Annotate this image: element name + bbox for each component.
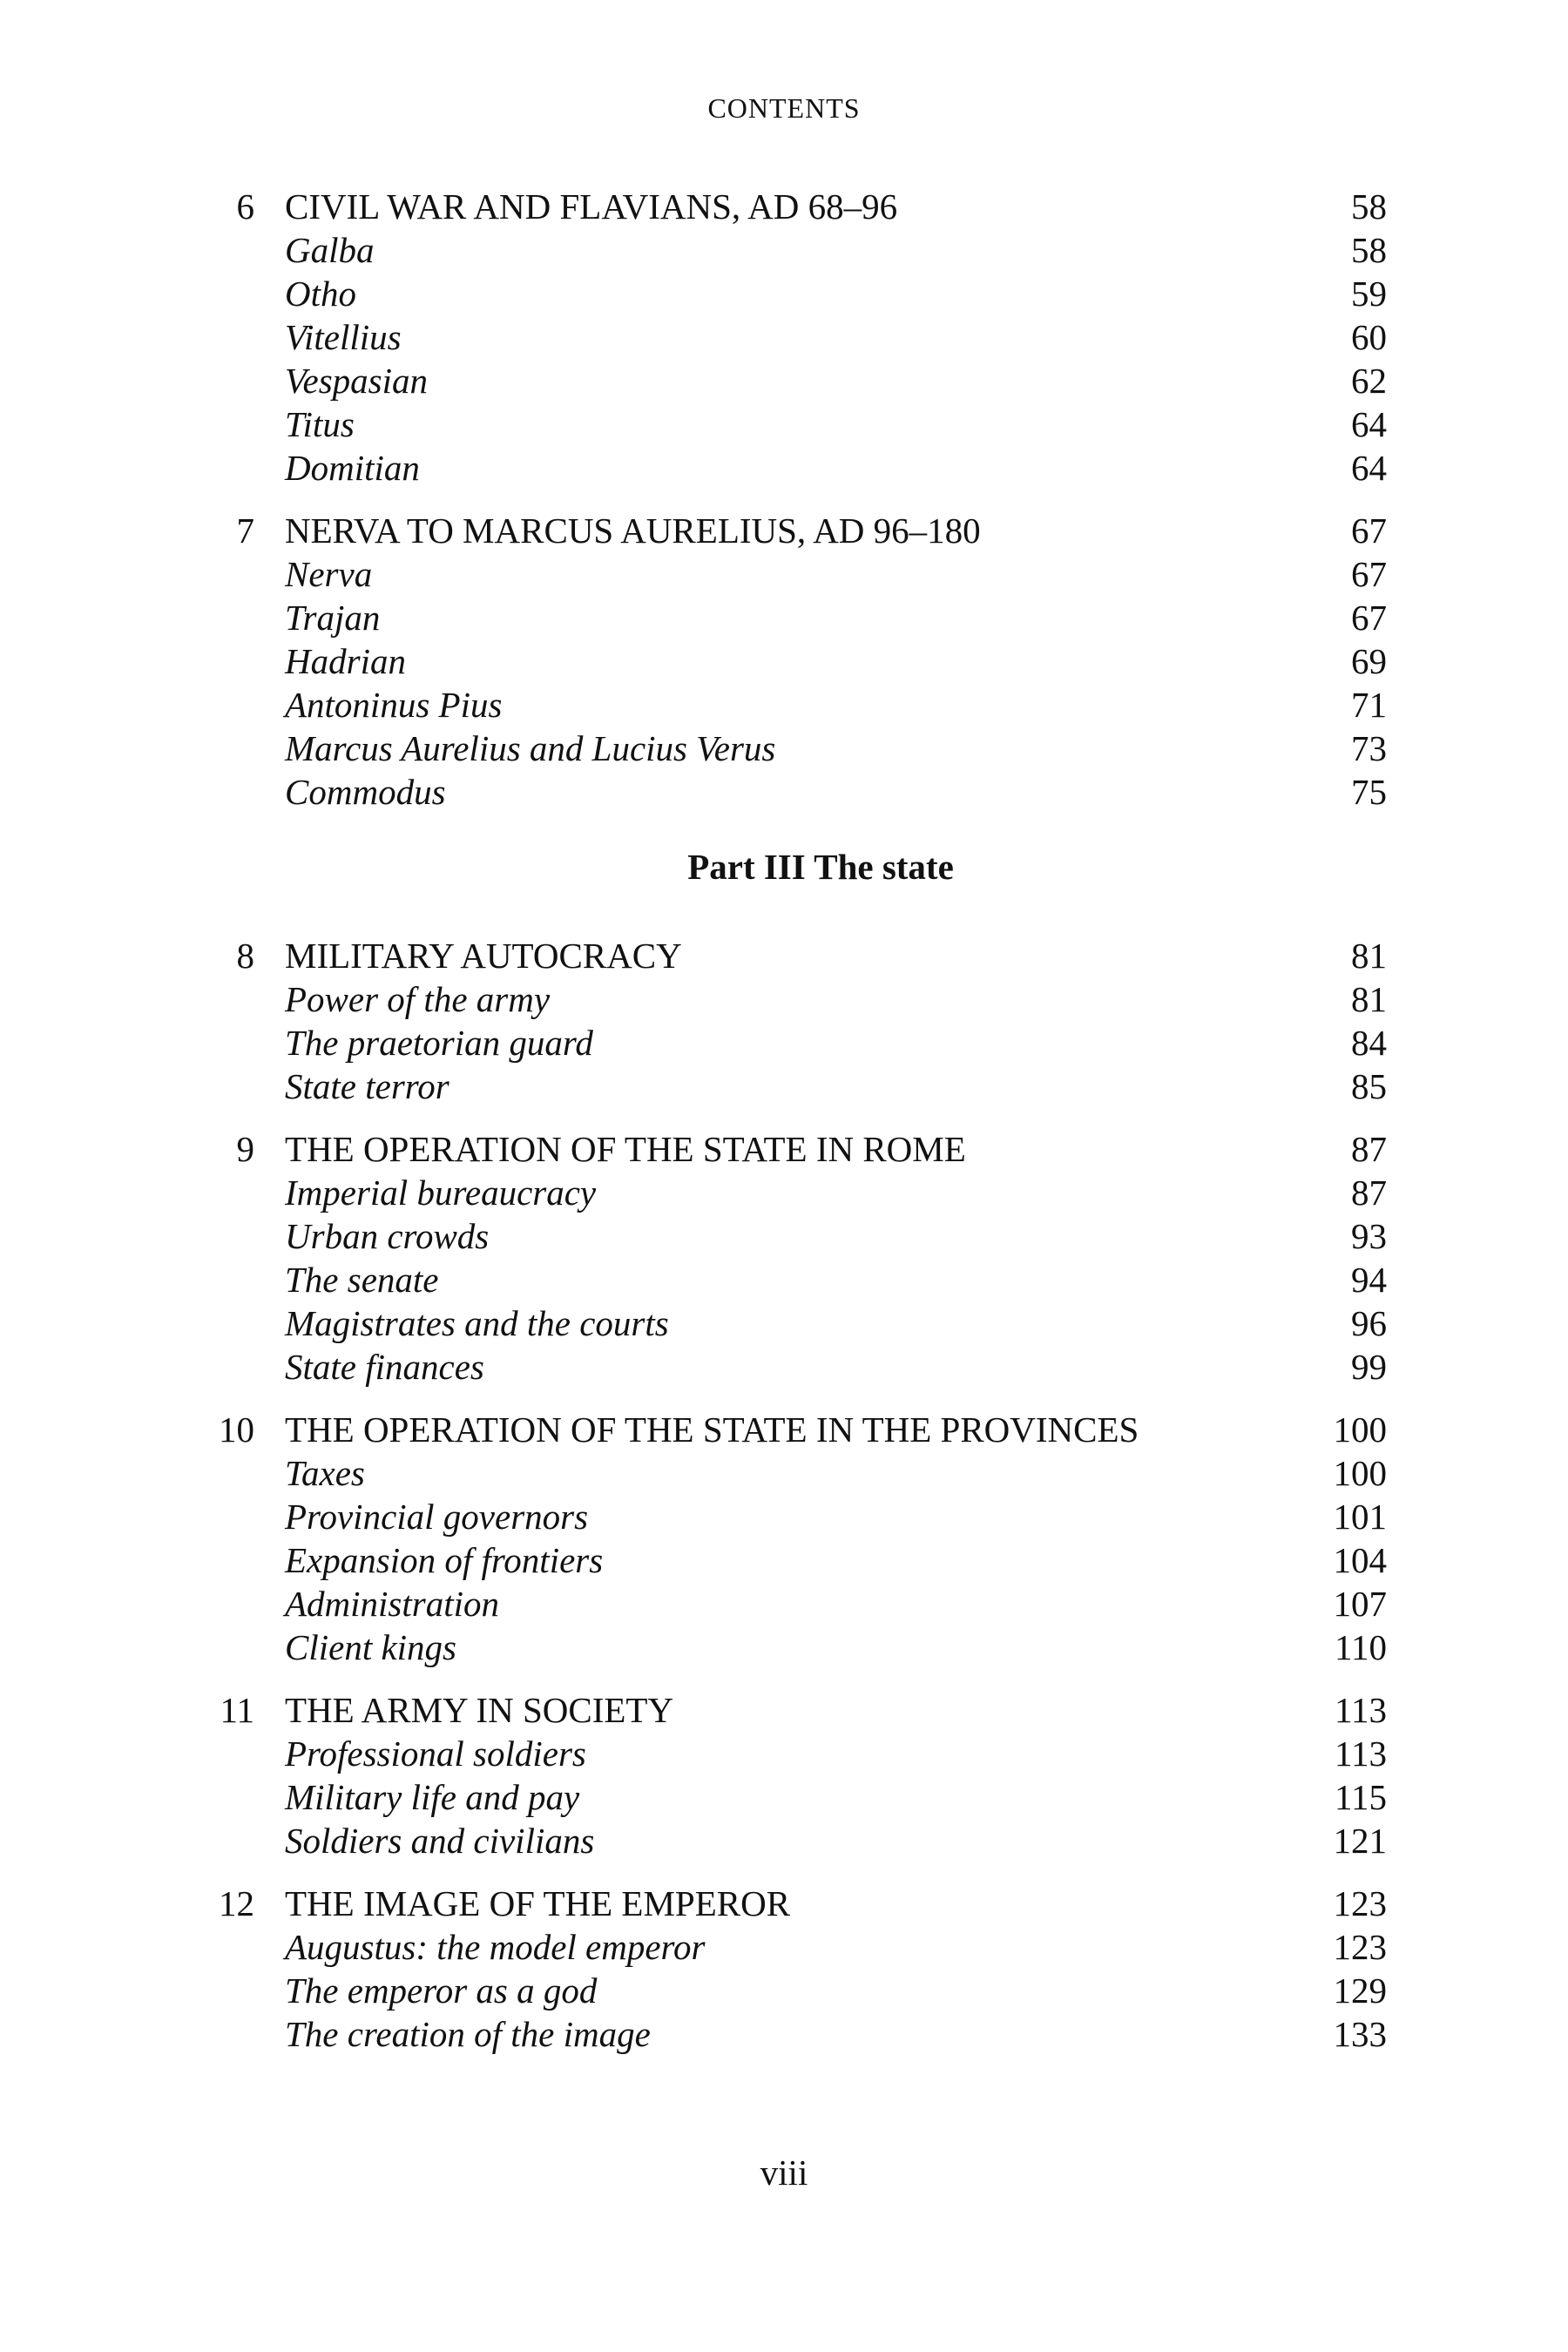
section-title: Military life and pay	[285, 1777, 580, 1817]
chapter-entry	[185, 509, 1387, 552]
chapter-entry	[185, 185, 1387, 228]
page-reference: 69	[1351, 641, 1387, 681]
chapter-entry	[185, 1408, 1387, 1451]
toc-chapters-after-part	[185, 934, 1387, 2056]
chapter-block	[185, 1882, 1387, 2056]
page-reference: 94	[1351, 1260, 1387, 1300]
section-entry	[185, 1064, 1387, 1108]
section-entry	[185, 683, 1387, 727]
chapter-block	[185, 1127, 1387, 1389]
section-title: Titus	[285, 404, 355, 444]
section-entry	[185, 1969, 1387, 2012]
page-number: viii	[760, 2153, 808, 2193]
chapter-number: 11	[220, 1690, 254, 1730]
chapter-block	[185, 934, 1387, 1108]
section-entry	[185, 446, 1387, 490]
section-entry	[185, 1301, 1387, 1345]
chapter-title: THE OPERATION OF THE STATE IN THE PROVINCES	[285, 1409, 1139, 1450]
page-reference: 100	[1333, 1453, 1387, 1493]
page-reference: 75	[1351, 772, 1387, 812]
running-head: CONTENTS	[707, 92, 861, 124]
section-title: State terror	[285, 1066, 449, 1106]
page-reference: 81	[1351, 936, 1387, 976]
section-title: Vitellius	[285, 317, 402, 357]
section-title: Magistrates and the courts	[285, 1303, 669, 1343]
section-entry	[185, 359, 1387, 402]
section-title: Urban crowds	[285, 1216, 490, 1256]
chapter-number: 12	[219, 1883, 254, 1923]
chapter-title: THE ARMY IN SOCIETY	[285, 1690, 674, 1730]
section-title: The senate	[285, 1260, 439, 1300]
section-entry	[185, 1775, 1387, 1819]
section-title: Trajan	[285, 598, 381, 638]
page-reference: 64	[1351, 404, 1387, 444]
page-reference: 73	[1351, 728, 1387, 768]
section-entry	[185, 2012, 1387, 2056]
chapter-number: 8	[236, 936, 254, 976]
page-reference: 59	[1351, 274, 1387, 314]
page-reference: 129	[1333, 1970, 1387, 2011]
section-title: Hadrian	[285, 641, 406, 681]
section-entry	[185, 402, 1387, 446]
section-title: State finances	[285, 1347, 484, 1387]
section-title: Domitian	[285, 448, 420, 488]
section-title: The creation of the image	[285, 2014, 651, 2054]
section-entry	[185, 1171, 1387, 1214]
part-heading: Part III The state	[687, 847, 954, 887]
page-reference: 71	[1351, 685, 1387, 725]
page-reference: 85	[1351, 1066, 1387, 1106]
section-title: Galba	[285, 230, 375, 270]
chapter-number: 10	[219, 1409, 254, 1450]
page-reference: 64	[1351, 448, 1387, 488]
section-entry	[185, 1925, 1387, 1969]
section-title: Nerva	[285, 554, 373, 594]
page-reference: 62	[1351, 361, 1387, 401]
section-title: Client kings	[285, 1627, 457, 1667]
page-reference: 67	[1351, 554, 1387, 594]
section-title: Imperial bureaucracy	[285, 1173, 597, 1213]
section-entry	[185, 1258, 1387, 1301]
section-entry	[185, 1582, 1387, 1625]
section-entry	[185, 1625, 1387, 1669]
chapter-block	[185, 509, 1387, 814]
page-reference: 58	[1351, 186, 1387, 226]
section-entry	[185, 770, 1387, 814]
page-reference: 58	[1351, 230, 1387, 270]
section-title: Augustus: the model emperor	[285, 1927, 706, 1967]
section-entry	[185, 596, 1387, 639]
page-reference: 113	[1335, 1690, 1387, 1730]
section-entry	[185, 1345, 1387, 1389]
chapter-title: NERVA TO MARCUS AURELIUS, AD 96–180	[285, 510, 981, 551]
chapter-entry	[185, 1882, 1387, 1925]
chapter-number: 7	[236, 510, 254, 551]
section-title: Commodus	[285, 772, 446, 812]
chapter-entry	[185, 1688, 1387, 1732]
section-entry	[185, 272, 1387, 315]
chapter-entry	[185, 1127, 1387, 1171]
chapter-block	[185, 185, 1387, 490]
table-of-contents	[185, 185, 1387, 2075]
page-reference: 67	[1351, 510, 1387, 551]
page-reference: 104	[1333, 1540, 1387, 1580]
section-title: Otho	[285, 274, 356, 314]
page-reference: 110	[1335, 1627, 1387, 1667]
toc-chapters-before-part	[185, 185, 1387, 814]
page-reference: 101	[1333, 1497, 1387, 1537]
page-reference: 87	[1351, 1173, 1387, 1213]
section-title: Provincial governors	[285, 1497, 589, 1537]
page-reference: 100	[1333, 1409, 1387, 1450]
page-reference: 107	[1333, 1584, 1387, 1624]
chapter-title: CIVIL WAR AND FLAVIANS, AD 68–96	[285, 186, 898, 226]
page-reference: 60	[1351, 317, 1387, 357]
section-title: The emperor as a god	[285, 1970, 598, 2011]
page-reference: 93	[1351, 1216, 1387, 1256]
chapter-title: THE IMAGE OF THE EMPEROR	[285, 1883, 791, 1923]
section-title: Marcus Aurelius and Lucius Verus	[285, 728, 776, 768]
section-entry	[185, 315, 1387, 359]
page-reference: 81	[1351, 979, 1387, 1019]
section-title: Power of the army	[285, 979, 551, 1019]
page-reference: 121	[1333, 1821, 1387, 1861]
page-reference: 96	[1351, 1303, 1387, 1343]
section-entry	[185, 1214, 1387, 1258]
chapter-entry	[185, 934, 1387, 977]
chapter-title: MILITARY AUTOCRACY	[285, 936, 682, 976]
section-entry	[185, 1021, 1387, 1064]
page-reference: 84	[1351, 1023, 1387, 1063]
section-title: Administration	[285, 1584, 500, 1624]
chapter-block	[185, 1688, 1387, 1862]
section-title: Soldiers and civilians	[285, 1821, 595, 1861]
chapter-number: 9	[236, 1129, 254, 1169]
section-entry	[185, 639, 1387, 683]
section-entry	[185, 727, 1387, 770]
page-reference: 123	[1333, 1927, 1387, 1967]
page-reference: 115	[1335, 1777, 1387, 1817]
section-entry	[185, 228, 1387, 272]
chapter-block	[185, 1408, 1387, 1669]
section-title: Antoninus Pius	[285, 685, 503, 725]
section-entry	[185, 977, 1387, 1021]
page-reference: 133	[1333, 2014, 1387, 2054]
section-entry	[185, 1451, 1387, 1495]
section-title: Expansion of frontiers	[285, 1540, 604, 1580]
section-entry	[185, 1538, 1387, 1582]
section-title: Taxes	[285, 1453, 365, 1493]
chapter-number: 6	[236, 186, 254, 226]
section-entry	[185, 552, 1387, 596]
page-reference: 87	[1351, 1129, 1387, 1169]
page-reference: 67	[1351, 598, 1387, 638]
section-entry	[185, 1495, 1387, 1538]
section-entry	[185, 1732, 1387, 1775]
section-entry	[185, 1819, 1387, 1862]
section-title: Vespasian	[285, 361, 428, 401]
chapter-title: THE OPERATION OF THE STATE IN ROME	[285, 1129, 966, 1169]
section-title: Professional soldiers	[285, 1734, 586, 1774]
page-reference: 99	[1351, 1347, 1387, 1387]
section-title: The praetorian guard	[285, 1023, 593, 1063]
page-reference: 123	[1333, 1883, 1387, 1923]
page-reference: 113	[1335, 1734, 1387, 1774]
